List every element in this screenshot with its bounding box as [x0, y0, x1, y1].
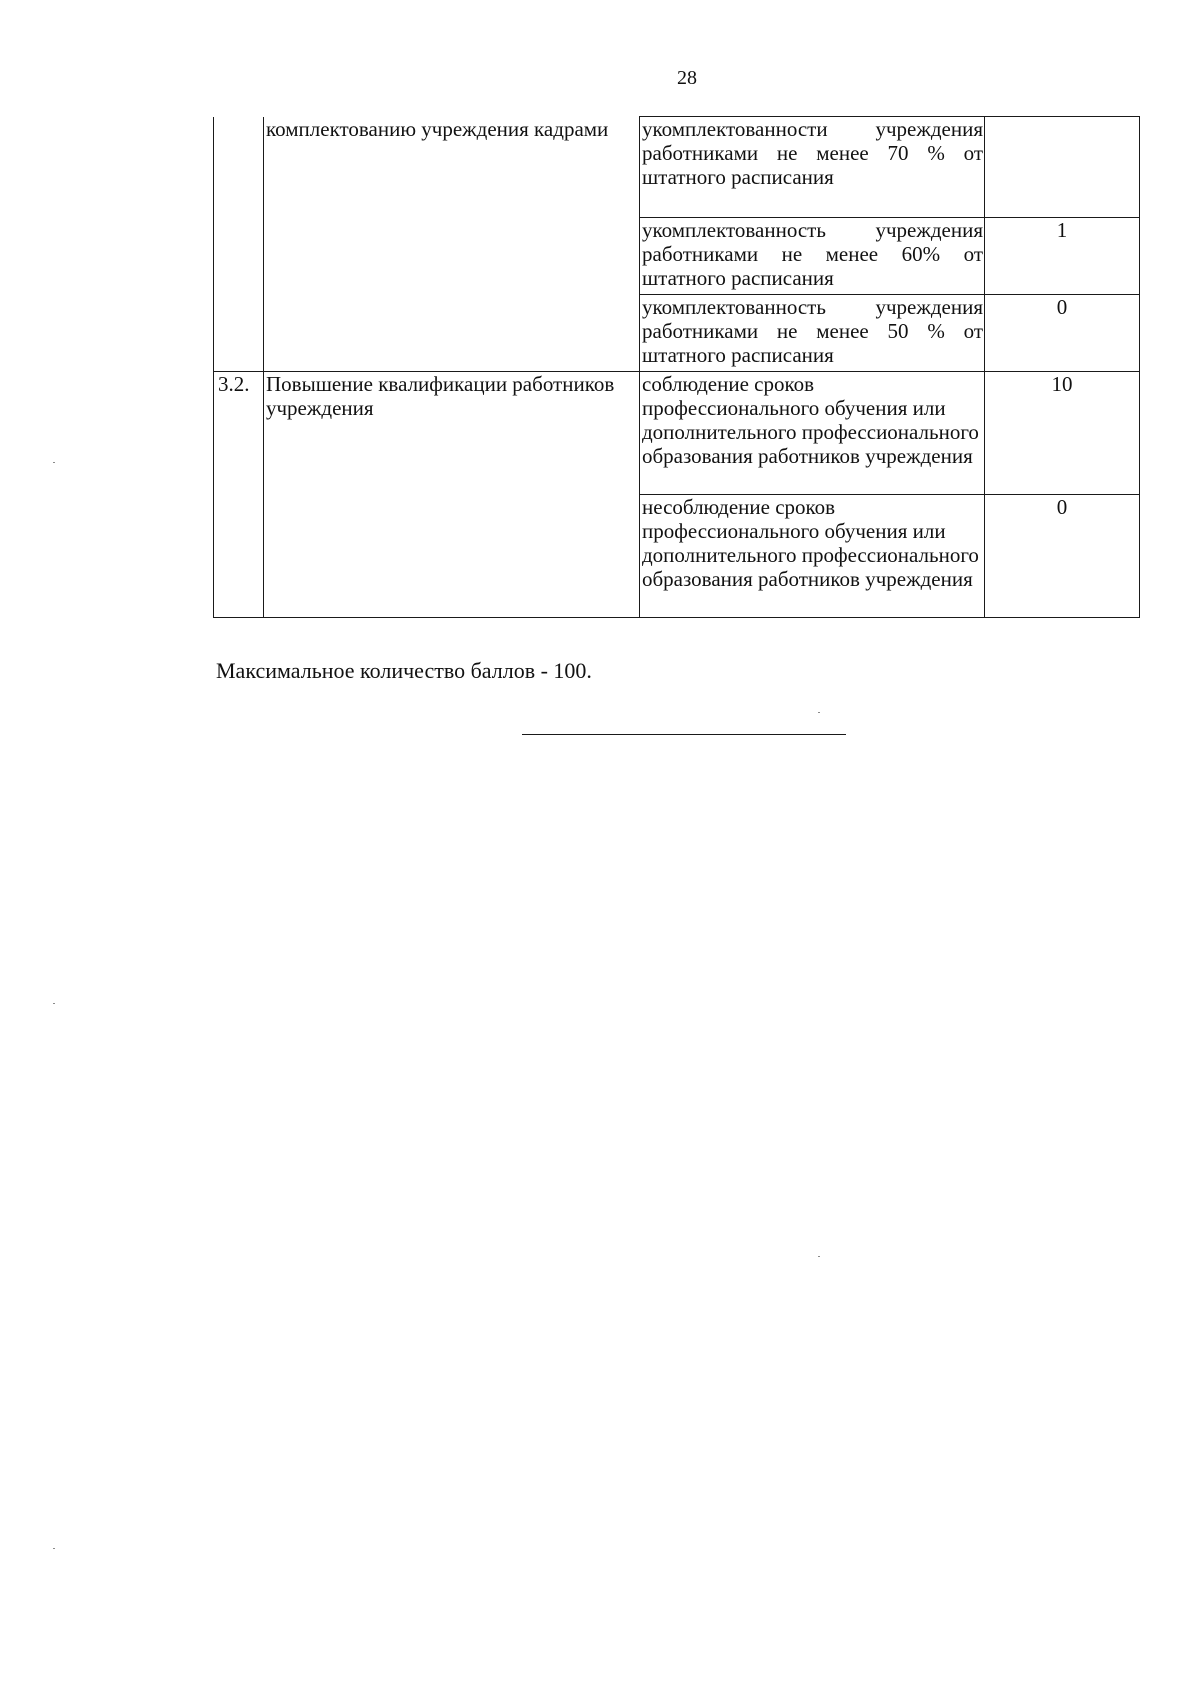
scan-speck	[53, 1548, 55, 1549]
condition-cell	[640, 495, 985, 618]
scan-speck	[818, 712, 820, 713]
table-row	[214, 117, 1140, 218]
criterion-cell: Повышение квалификации работников учреждения	[264, 372, 640, 618]
row-number-cell: 3.2.	[214, 372, 264, 618]
scan-speck	[818, 1256, 820, 1257]
condition-text: укомплектованности учреждения работниками не менее 70 % от штатного расписания	[642, 117, 983, 189]
condition-text: несоблюдение сроков профессионального обучения или дополнительного профессионального образования работников учреждения	[642, 495, 979, 591]
condition-cell	[640, 295, 985, 372]
condition-cell	[640, 218, 985, 295]
score-cell: 0	[985, 295, 1140, 372]
condition-cell	[640, 372, 985, 495]
criterion-cell: комплектованию учреждения кадрами	[264, 117, 640, 372]
scan-speck	[53, 462, 55, 463]
max-score-note: Максимальное количество баллов - 100.	[216, 658, 592, 683]
row-number-cell	[214, 117, 264, 372]
scan-speck	[53, 1003, 55, 1004]
score-cell: 1	[985, 218, 1140, 295]
condition-cell	[640, 117, 985, 218]
score-cell: 0	[985, 495, 1140, 618]
score-cell: 10	[985, 372, 1140, 495]
condition-text: соблюдение сроков профессионального обучения или дополнительного профессионального образования работников учреждения	[642, 372, 979, 468]
criteria-table	[213, 116, 1140, 618]
end-of-document-line	[522, 734, 846, 735]
condition-text: укомплектованность учреждения работниками не менее 60% от штатного расписания	[642, 218, 983, 290]
score-cell	[985, 117, 1140, 218]
page-number: 28	[677, 67, 697, 89]
table-row	[214, 372, 1140, 495]
condition-text: укомплектованность учреждения работниками не менее 50 % от штатного расписания	[642, 295, 983, 367]
